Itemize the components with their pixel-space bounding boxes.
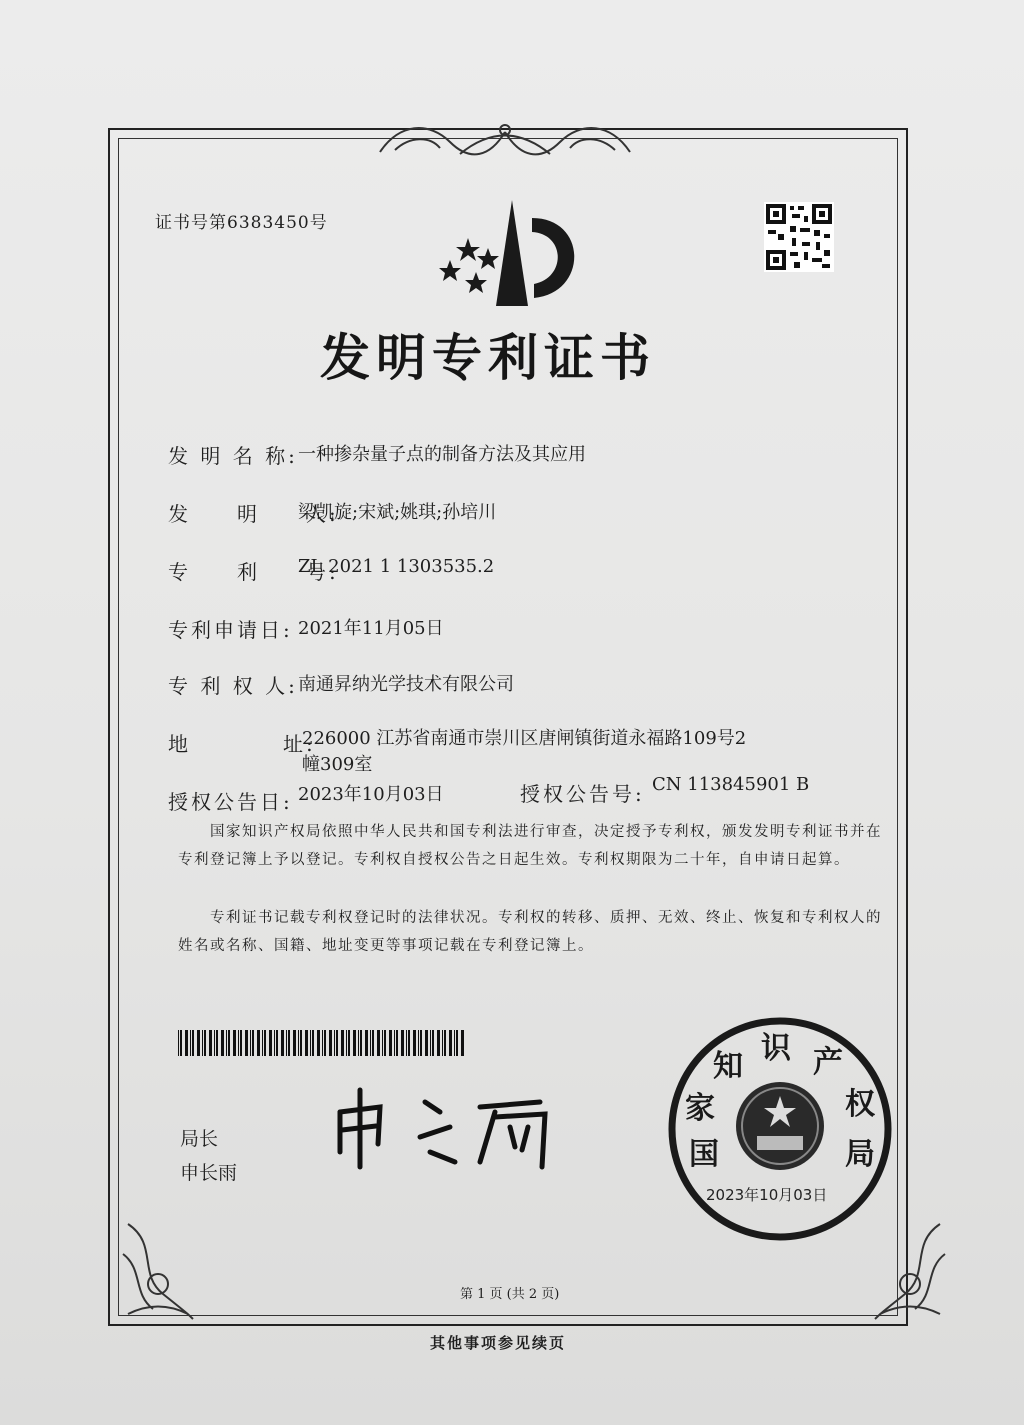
address-label: 地 址:: [168, 732, 316, 756]
qr-code-icon: [764, 202, 834, 272]
svg-text:产: 产: [813, 1045, 843, 1080]
filing-date-value: 2021年11月05日: [298, 618, 444, 639]
patent-number-label: 专 利 号:: [168, 560, 339, 584]
inventors-label: 发 明 人:: [168, 502, 339, 526]
announcement-no-value: CN 113845901 B: [652, 774, 810, 795]
grant-date-value: 2023年10月03日: [298, 784, 444, 805]
announcement-no-label: 授权公告号:: [520, 782, 645, 806]
footer-note: 其他事项参见续页: [430, 1334, 567, 1352]
director-signature-icon: [330, 1082, 560, 1172]
svg-text:权: 权: [845, 1087, 875, 1122]
svg-text:识: 识: [761, 1031, 791, 1066]
inventors-value: 梁凯旋;宋斌;姚琪;孙培川: [298, 502, 497, 523]
official-seal-icon: [665, 1014, 895, 1244]
svg-text:局: 局: [845, 1137, 875, 1172]
patentee-value: 南通昇纳光学技术有限公司: [298, 674, 514, 695]
signatory-name: 申长雨: [180, 1162, 238, 1184]
invention-name-label: 发 明 名 称:: [168, 444, 298, 468]
certificate-title: 发明专利证书: [320, 329, 656, 387]
signatory-role: 局长: [180, 1128, 219, 1150]
top-ornament-icon: [370, 112, 640, 162]
page-number: 第 1 页 (共 2 页): [460, 1287, 560, 1302]
patent-office-emblem-icon: [438, 198, 584, 310]
svg-text:知: 知: [713, 1049, 743, 1084]
address-value-line2: 幢309室: [302, 754, 373, 775]
svg-text:家: 家: [685, 1091, 715, 1126]
patentee-label: 专 利 权 人:: [168, 674, 298, 698]
bottom-left-ornament-icon: [118, 1214, 198, 1324]
grant-statement-paragraph: 国家知识产权局依照中华人民共和国专利法进行审查，决定授予专利权，颁发发明专利证书并在专利登记簿上予以登记。专利权自授权公告之日起生效。专利权期限为二十年，自申请日起算。: [178, 824, 882, 868]
barcode-icon: [178, 1030, 468, 1056]
grant-date-label: 授权公告日:: [168, 790, 293, 814]
svg-text:国: 国: [689, 1137, 719, 1172]
legal-status-paragraph: 专利证书记载专利权登记时的法律状况。专利权的转移、质押、无效、终止、恢复和专利权人的姓名或名称、国籍、地址变更等事项记载在专利登记簿上。: [178, 910, 882, 954]
address-value-line1: 226000 江苏省南通市崇川区唐闸镇街道永福路109号2: [302, 728, 747, 749]
certificate-number: 证书号第6383450号: [155, 213, 328, 233]
seal-date: 2023年10月03日: [706, 1186, 828, 1204]
filing-date-label: 专利申请日:: [168, 618, 293, 642]
invention-name-value: 一种掺杂量子点的制备方法及其应用: [298, 444, 586, 465]
patent-number-value: ZL 2021 1 1303535.2: [298, 556, 495, 577]
